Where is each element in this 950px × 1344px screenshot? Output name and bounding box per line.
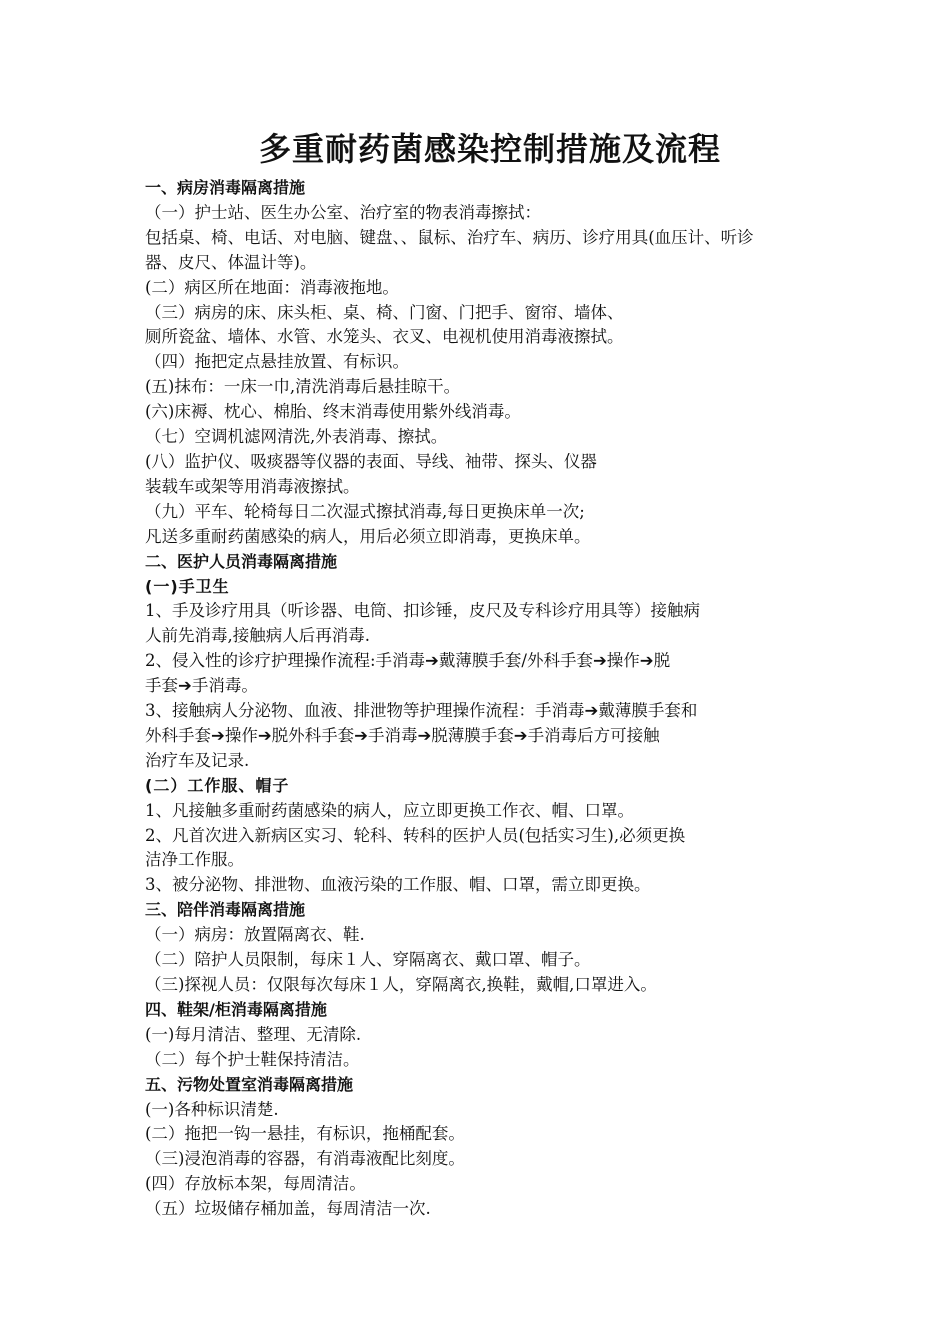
body-text-line: (二）病区所在地面：消毒液拖地。 bbox=[145, 277, 399, 297]
section-heading: 一、病房消毒隔离措施 bbox=[145, 178, 306, 197]
section-heading: 三、陪伴消毒隔离措施 bbox=[145, 900, 306, 920]
subsection-heading: (二）工作服、帽子 bbox=[145, 775, 290, 795]
body-text-line: 器、皮尺、体温计等)。 bbox=[145, 252, 317, 272]
body-text-line: 3、被分泌物、排泄物、血液污染的工作服、帽、口罩，需立即更换。 bbox=[145, 875, 651, 895]
body-text-line: （三）病房的床、床头柜、桌、椅、门窗、门把手、窗帘、墙体、 bbox=[145, 302, 624, 322]
body-text-line: 1、手及诊疗用具（听诊器、电筒、扣诊锤，皮尺及专科诊疗用具等）接触病 bbox=[145, 601, 700, 621]
document-page bbox=[145, 128, 815, 1222]
body-text-line: 凡送多重耐药菌感染的病人，用后必须立即消毒，更换床单。 bbox=[145, 526, 591, 546]
body-text-line: 外科手套➔操作➔脱外科手套➔手消毒➔脱薄膜手套➔手消毒后方可接触 bbox=[145, 725, 660, 745]
body-text-line: (一)各种标识清楚. bbox=[145, 1099, 279, 1119]
body-text-line: (一)每月清洁、整理、无清除. bbox=[145, 1024, 362, 1044]
body-text-line: 1、凡接触多重耐药菌感染的病人，应立即更换工作衣、帽、口罩。 bbox=[145, 800, 634, 820]
body-text-line: 包括桌、椅、电话、对电脑、键盘、、鼠标、治疗车、病历、诊疗用具(血压计、听诊 bbox=[145, 227, 754, 247]
section-heading: 四、鞋架/柜消毒隔离措施 bbox=[145, 999, 327, 1019]
body-text-line: （一）护士站、医生办公室、治疗室的物表消毒擦拭： bbox=[145, 202, 541, 222]
body-text-line: 2、侵入性的诊疗护理操作流程:手消毒➔戴薄膜手套/外科手套➔操作➔脱 bbox=[145, 651, 671, 671]
body-text-line: 人前先消毒,接触病人后再消毒. bbox=[145, 626, 370, 646]
body-text-line: 手套➔手消毒。 bbox=[145, 676, 258, 696]
section-heading: 五、污物处置室消毒隔离措施 bbox=[145, 1074, 354, 1094]
body-text-line: (四）存放标本架，每周清洁。 bbox=[145, 1174, 366, 1194]
body-text-line: 2、凡首次进入新病区实习、轮科、转科的医护人员(包括实习生),必须更换 bbox=[145, 825, 686, 845]
subsection-heading: (一)手卫生 bbox=[145, 576, 230, 596]
body-text-line: 装载车或架等用消毒液擦拭。 bbox=[145, 476, 360, 496]
body-text-line: （二）陪护人员限制，每床１人、穿隔离衣、戴口罩、帽子。 bbox=[145, 950, 591, 970]
page-title: 多重耐药菌感染控制措施及流程 bbox=[258, 130, 721, 168]
body-text-line: （九）平车、轮椅每日二次湿式擦拭消毒,每日更换床单一次; bbox=[145, 501, 585, 521]
document-body bbox=[145, 176, 815, 1222]
body-text-line: (二）拖把一钩一悬挂，有标识，拖桶配套。 bbox=[145, 1124, 465, 1144]
body-text-line: (八）监护仪、吸痰器等仪器的表面、导线、袖带、探头、仪器 bbox=[145, 451, 597, 471]
body-text-line: （三)浸泡消毒的容器，有消毒液配比刻度。 bbox=[145, 1149, 465, 1169]
body-text-line: （三)探视人员：仅限每次每床１人，穿隔离衣,换鞋，戴帽,口罩进入。 bbox=[145, 975, 657, 994]
body-text-line: (六)床褥、枕心、棉胎、终末消毒使用紫外线消毒。 bbox=[145, 402, 521, 422]
body-text-line: （二）每个护士鞋保持清洁。 bbox=[145, 1049, 360, 1069]
body-text-line: （一）病房：放置隔离衣、鞋. bbox=[145, 925, 365, 945]
body-text-line: （五）垃圾储存桶加盖，每周清洁一次. bbox=[145, 1199, 431, 1219]
body-text-line: 厕所瓷盆、墙体、水管、水笼头、衣叉、电视机使用消毒液擦拭。 bbox=[145, 327, 624, 347]
section-heading: 二、医护人员消毒隔离措施 bbox=[145, 551, 338, 571]
body-text-line: 治疗车及记录. bbox=[145, 750, 250, 770]
body-text-line: （四）拖把定点悬挂放置、有标识。 bbox=[145, 352, 409, 372]
body-text-line: (五)抹布：一床一巾,清洗消毒后悬挂晾干。 bbox=[145, 377, 461, 397]
body-text-line: （七）空调机滤网清洗,外表消毒、擦拭。 bbox=[145, 427, 448, 447]
body-text-line: 3、接触病人分泌物、血液、排泄物等护理操作流程：手消毒➔戴薄膜手套和 bbox=[145, 701, 698, 721]
body-text-line: 洁净工作服。 bbox=[145, 850, 244, 870]
